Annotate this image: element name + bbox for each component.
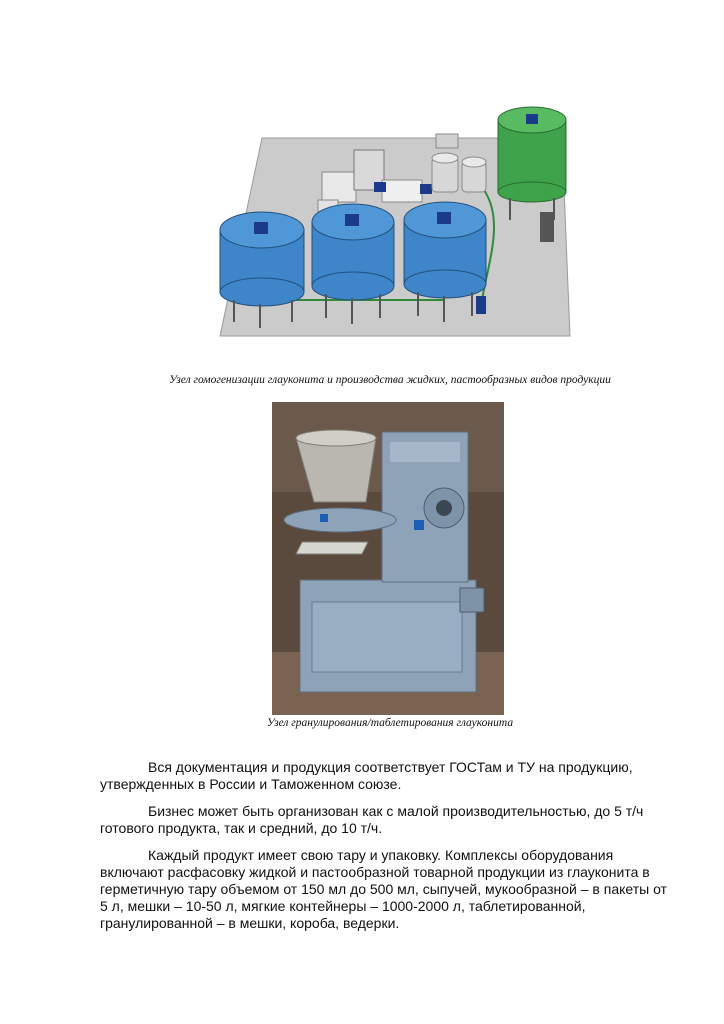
paragraph-packaging: Каждый продукт имеет свою тару и упаковку. Комплексы оборудования включают расфасовку жидкой и пастообразной товарной продукции из глауконита в герметичную тару объемом от 150 мл до 500 мл, сыпучей, мукообразной – в пакеты от 5 л, мешки – 10-50 л, мягкие контейнеры – 1000-2000 л, таблетированной, гранулированной – в мешки, короба, ведерки.: [100, 847, 667, 931]
homogenization-unit-illustration: [214, 100, 578, 350]
body-text: [100, 759, 670, 942]
paragraph-compliance: Вся документация и продукция соответствует ГОСТам и ТУ на продукцию, утвержденных в России и Таможенном союзе.: [100, 759, 633, 792]
granulation-machine-photo: [272, 402, 504, 715]
figure-2-caption: Узел гранулирования/таблетирования глауконита: [266, 717, 514, 729]
paragraph-capacity: Бизнес может быть организован как с малой производительностью, до 5 т/ч готового продукта, так и средний, до 10 т/ч.: [100, 803, 644, 836]
figure-1-caption: Узел гомогенизации глауконита и производства жидких, пастообразных видов продукции: [169, 374, 611, 386]
